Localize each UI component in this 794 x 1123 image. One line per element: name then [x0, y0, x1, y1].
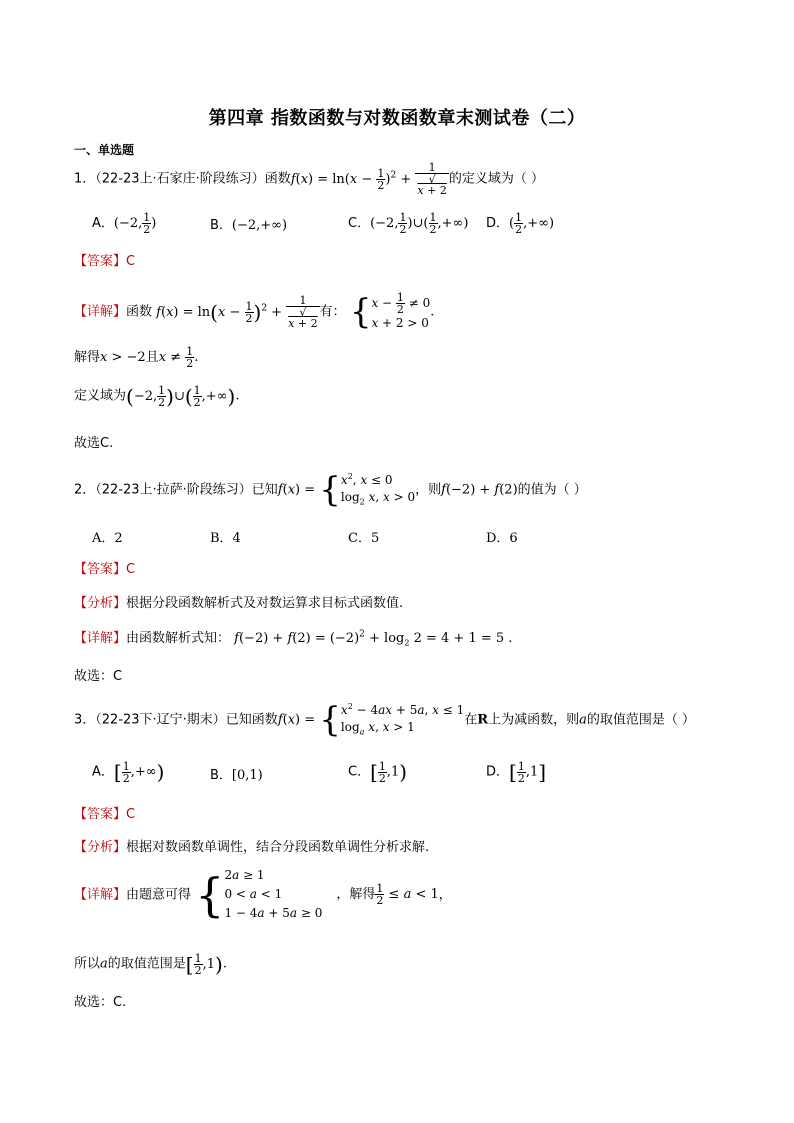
q1-option-b[interactable]: B．(−2,+∞)	[210, 218, 288, 233]
page-title: 第四章 指数函数与对数函数章末测试卷（二）	[208, 108, 586, 129]
q1-detail: 【详解】函数 f(x) = ln(x − $\frac{1}{2}$ )$^2$ + 1 √ x + 2 有： { x − $\frac{1}{2}$ ≠ 0 x + 2 > 0 .	[74, 291, 435, 332]
q1-option-a[interactable]: A．(−2, $\frac{1}{2}$ )	[92, 211, 157, 236]
section-heading: 一、单选题	[74, 143, 135, 157]
q1-solve-line: 解得x > −2且x ≠ $\frac{1}{2}$ .	[74, 345, 199, 370]
q3-option-b[interactable]: B．[0,1)	[210, 768, 263, 783]
q1-stem-prefix: 1．（22-23上·石家庄·阶段练习）函数	[74, 171, 291, 187]
q1-option-d[interactable]: D．( $\frac{1}{2}$ ,+∞)	[486, 211, 555, 236]
question-3-stem: 3．（22-23下·辽宁·期末）已知函数f(x) = { $x^2 - 4ax + 5a$, x ≤ 1 $\log_a x$, x > 1 在R上为减函数，则a的取值范围是（ ）	[74, 700, 696, 740]
q3-option-d[interactable]: D．[ $\frac{1}{2}$ ,1]	[486, 759, 547, 785]
q2-detail: 【详解】由函数解析式知： $f(-2) + f(2) = (-2)^2 + \log_2 2 = 4 + 1 = 5$ .	[74, 629, 513, 648]
q3-analysis: 【分析】根据对数函数单调性，结合分段函数单调性分析求解.	[74, 840, 430, 855]
question-2-stem: 2．（22-23上·拉萨·阶段练习）已知f(x) = { $x^2$, x ≤ 0 $\log_2 x$, x > 0 ，则f(−2) + f(2)的值为（ ）	[74, 470, 587, 510]
q3-range-line: 所以a的取值范围是[ $\frac{1}{2}$ ,1).	[74, 951, 227, 977]
q3-choose: 故选：C.	[74, 995, 127, 1010]
q1-answer: 【答案】C	[74, 254, 136, 269]
q1-choose: 故选C.	[74, 436, 114, 451]
q3-option-c[interactable]: C．[ $\frac{1}{2}$ ,1)	[348, 759, 408, 785]
q2-answer: 【答案】C	[74, 562, 136, 577]
q2-option-a[interactable]: A．2	[92, 531, 123, 546]
q2-option-b[interactable]: B．4	[210, 531, 241, 546]
q1-domain-line: 定义域为(−2, $\frac{1}{2}$ )∪( $\frac{1}{2}$ ,+∞).	[74, 383, 240, 409]
q3-answer: 【答案】C	[74, 807, 136, 822]
q1-formula: f(x) = ln(x − $\frac{1}{2}$ )$^2$ + 1 √ x + 2	[290, 161, 447, 197]
q3-option-a[interactable]: A．[ $\frac{1}{2}$ ,+∞)	[92, 759, 165, 785]
q1-option-c[interactable]: C．(−2, $\frac{1}{2}$ )∪( $\frac{1}{2}$ ,+∞)	[348, 211, 469, 236]
q2-analysis: 【分析】根据分段函数解析式及对数运算求目标式函数值.	[74, 596, 404, 611]
q1-stem-suffix: 的定义域为（ ）	[448, 171, 544, 187]
q2-option-c[interactable]: C．5	[348, 531, 380, 546]
q2-option-d[interactable]: D．6	[486, 531, 518, 546]
q3-detail: 【详解】由题意可得 { 2a ≥ 1 0 < a < 1 1 − 4a + 5a ≥ 0 ，解得 $\frac{1}{2}$ ≤ a < 1，	[74, 867, 452, 922]
q2-choose: 故选：C	[74, 669, 123, 684]
question-1-stem	[74, 162, 544, 196]
